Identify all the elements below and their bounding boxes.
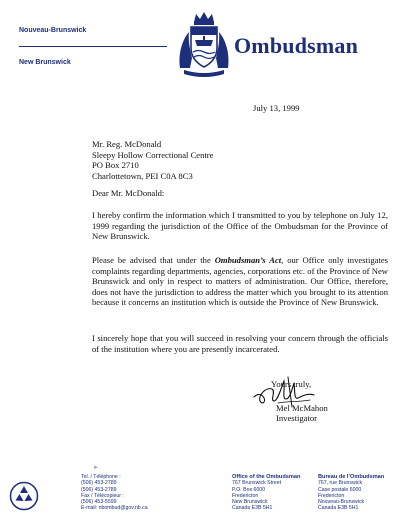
address-line: Sleepy Hollow Correctional Centre xyxy=(92,149,214,160)
province-name-en: New Brunswick xyxy=(19,59,71,66)
page-title: Ombudsman xyxy=(234,33,359,58)
address-line: Mr. Reg. McDonald xyxy=(92,139,162,149)
header-divider xyxy=(19,46,167,47)
closing: Yours truly, xyxy=(271,379,312,389)
contact-line: (506) 453-2789 xyxy=(81,486,117,493)
salutation: Dear Mr. McDonald: xyxy=(92,188,165,198)
paragraph-2-rest: , our Office only investigates complaints regarding departments, agencies, corporations etc. of the Province of New Brunswick and only in respect to matters of administration. Our Office, therefore, does not have the jurisdiction to address the matter which you brought to its attention because it concerns an institution which is outside the Province of New Brunswick. xyxy=(92,255,388,308)
footer-office-en xyxy=(232,474,300,512)
provincial-crest-icon xyxy=(176,10,232,78)
office-line: Canada E3B 5H1 xyxy=(232,505,273,512)
province-name-fr: Nouveau-Brunswick xyxy=(19,27,87,34)
paragraph-3: I sincerely hope that you will succeed in resolving your concern through the officials of the institution where you are presently incarcerated. xyxy=(92,333,388,354)
office-line: New Brunswick xyxy=(232,499,268,506)
office-line: Canada E3B 5H1 xyxy=(318,505,359,512)
address-line: Charlottetown, PEI C0A 8C3 xyxy=(92,170,193,181)
office-line: Fredericton xyxy=(232,492,259,499)
paragraph-2-prefix: Please be advised that under the xyxy=(92,255,215,265)
office-line: 767, rue Brunswick xyxy=(318,480,363,487)
address-line: PO Box 2710 xyxy=(92,160,139,171)
recipient-address xyxy=(92,139,213,181)
signer-title: Investigator xyxy=(276,413,318,423)
email-link[interactable]: E-mail: nbombud@gov.nb.ca xyxy=(81,505,148,512)
office-heading-fr: Bureau de l’Ombudsman xyxy=(318,474,385,480)
page-mark-icon: ► xyxy=(93,465,99,471)
office-line: Nouveau-Brunswick xyxy=(318,499,365,506)
act-name-emphasis: Ombudsman’s Act xyxy=(214,255,282,265)
footer-contact xyxy=(81,474,148,512)
signer-name: Mel McMahon xyxy=(276,403,328,413)
contact-line: Tel. / Téléphone : xyxy=(81,474,121,480)
office-line: Fredericton xyxy=(318,492,345,499)
office-line: Case postale 6000 xyxy=(318,486,362,493)
contact-line: Fax / Télécopieur : xyxy=(81,492,124,499)
office-heading-en: Office of the Ombudsman xyxy=(232,474,301,480)
contact-line: (506) 453-2789 xyxy=(81,480,117,487)
letter-date: July 13, 1999 xyxy=(253,103,300,113)
office-line: P.O. Box 6000 xyxy=(232,486,266,493)
footer-office-fr xyxy=(318,474,384,512)
recycle-logo-icon xyxy=(9,481,39,511)
office-line: 767 Brunswick Street xyxy=(232,480,282,487)
paragraph-1: I hereby confirm the information which I transmitted to you by telephone on July 12, 1999 regarding the jurisdiction of the Office of the Ombudsman for the Province of New Brunswick. xyxy=(92,210,388,242)
paragraph-2 xyxy=(92,255,388,308)
contact-line: (506) 453-5599 xyxy=(81,499,117,506)
